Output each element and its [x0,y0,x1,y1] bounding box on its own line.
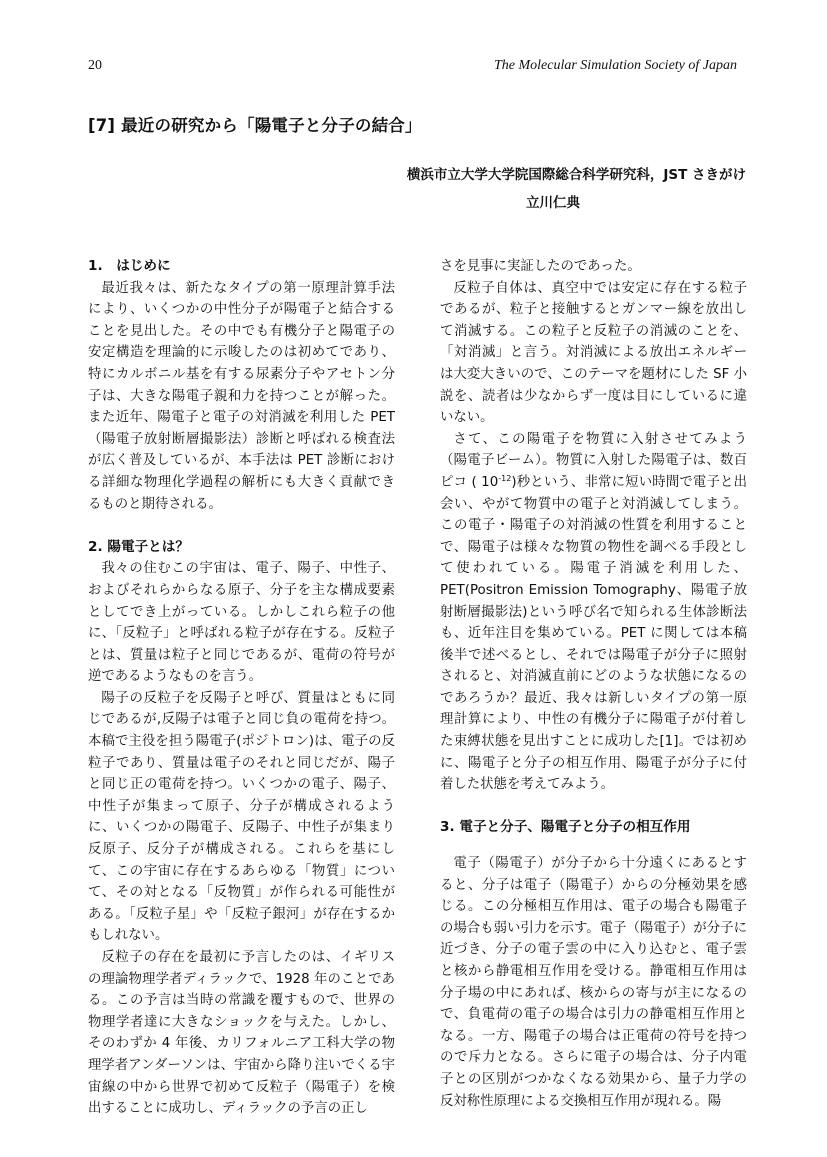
exponent: -12 [498,473,512,483]
paragraph-5-text-a: さて、この陽電子を物質に入射させてみよう（陽電子ビーム）。物質に入射した陽電子は、数百ピコ ( 10 [440,431,747,490]
section-2-paragraph-3: 反粒子の存在を最初に予言したのは、イギリスの理論物理学者ディラックで、1928 年のことである。この予言は当時の常識を覆すもので、世界の物理学者達に大きなショックを与えた。しかし、そのわずか 4 年後、カリフォルニア工科大学の物理学者アンダーソンは、宇宙から降り注いでくる宇宙線の中から世界で初めて反粒子（陽電子）を検出することに成功し、ディラックの予言の正し [88,950,395,1117]
section-1-heading: 1. はじめに [88,258,171,274]
left-column [88,256,395,1120]
affiliation: 横浜市立大学大学院国際総合科学研究科，JST さきがけ [406,167,746,183]
page-number: 20 [88,58,102,73]
section-3-heading: 3. 電子と分子、陽電子と分子の相互作用 [440,819,691,836]
section-3-paragraph-1: 電子（陽電子）が分子から十分遠くにあるとすると、分子は電子（陽電子）からの分極効果を感じる。この分極相互作用は、電子の場合も陽電子の場合も弱い引力を示す。電子（陽電子）が分子に近づき、分子の電子雲の中に入り込むと、電子雲と核から静電相互作用を受ける。静電相互作用は分子場の中にあれば、核からの寄与が主になるので、負電荷の電子の場合は引力の静電相互作用となる。一方、陽電子の場合は正電荷の符号を持つので斥力となる。さらに電子の場合は、分子内電子との区別がつかなくなる効果から、量子力学の反対称性原理による交換相互作用が現れる。陽 [440,856,747,1109]
section-2-paragraph-3-continued: さを見事に実証したのであった。 [440,259,641,274]
section-2-paragraph-2: 陽子の反粒子を反陽子と呼び、質量はともに同じであるが,反陽子は電子と同じ負の電荷を持つ。本稿で主役を担う陽電子(ポジトロン)は、電子の反粒子であり、質量は電子のそれと同じだが、陽子と同じ正の電荷を持つ。いくつかの電子、陽子、中性子が集まって原子、分子が構成されるように、いくつかの陽電子、反陽子、中性子が集まり反原子、反分子が構成される。これらを基にして、この宇宙に存在するあらゆる「物質」について、その対となる「反物質」が作られる可能性がある。「反粒子星」や「反粒子銀河」が存在するかもしれない。 [88,690,395,944]
author-name: 立川仁典 [526,195,580,211]
section-2-paragraph-1: 我々の住むこの宇宙は、電子、陽子、中性子、およびそれらからなる原子、分子を主な構成要素としてでき上がっている。しかしこれら粒子の他に、「反粒子」と呼ばれる粒子が存在する。反粒子とは、質量は粒子と同じであるが、電荷の符号が逆であるようなものを言う。 [88,561,395,685]
section-2-heading: 2. 陽電子とは？ [88,538,189,555]
section-2-paragraph-5 [440,429,747,796]
section-2-paragraph-4: 反粒子自体は、真空中では安定に存在する粒子であるが、粒子と接触するとガンマー線を放出して消滅する。この粒子と反粒子の消滅のことを、「対消滅」と言う。対消滅による放出エネルギーは大変大きいので、このテーマを題材にした SF 小説を、読者は少なからず一度は目にしているに違いない。 [440,280,747,426]
article-title: [7] 最近の研究から「陽電子と分子の結合」 [88,116,422,135]
paragraph-5-text-b: )秒という、非常に短い時間で電子と出会い、やがて物質中の電子と対消滅してしまう。この電子・陽電子の対消滅の性質を利用することで、陽電子は様々な物質の物性を調べる手段として使われている。陽電子消滅を利用した、PET(Positron Emission Tomography、陽電子放射断層撮影法)という呼び名で知られる生体診断法も、近年注目を集めている。PET に関しては本稿後半で述べるとし、それでは陽電子が分子に照射されると、対消滅直前にどのような状態になるのであろうか？最近、我々は新しいタイプの第一原理計算により、中性の有機分子に陽電子が付着した束縛状態を見出すことに成功した[1]。では初めに、陽電子と分子の相互作用、陽電子が分子に付着した状態を考えてみよう。 [440,474,747,793]
right-column [440,256,747,1112]
journal-name: The Molecular Simulation Society of Japan [493,58,737,73]
section-1-paragraph: 最近我々は、新たなタイプの第一原理計算手法により、いくつかの中性分子が陽電子と結合することを見出した。その中でも有機分子と陽電子の安定構造を理論的に示唆したのは初めてであり、特にカルボニル基を有する尿素分子やアセトン分子は、大きな陽電子親和力を持つことが解った。また近年、陽電子と電子の対消滅を利用した PET（陽電子放射断層撮影法）診断と呼ばれる検査法が広く普及しているが、本手法は PET 診断における詳細な物理化学過程の解析にも大きく貢献できるものと期待される。 [88,280,395,512]
